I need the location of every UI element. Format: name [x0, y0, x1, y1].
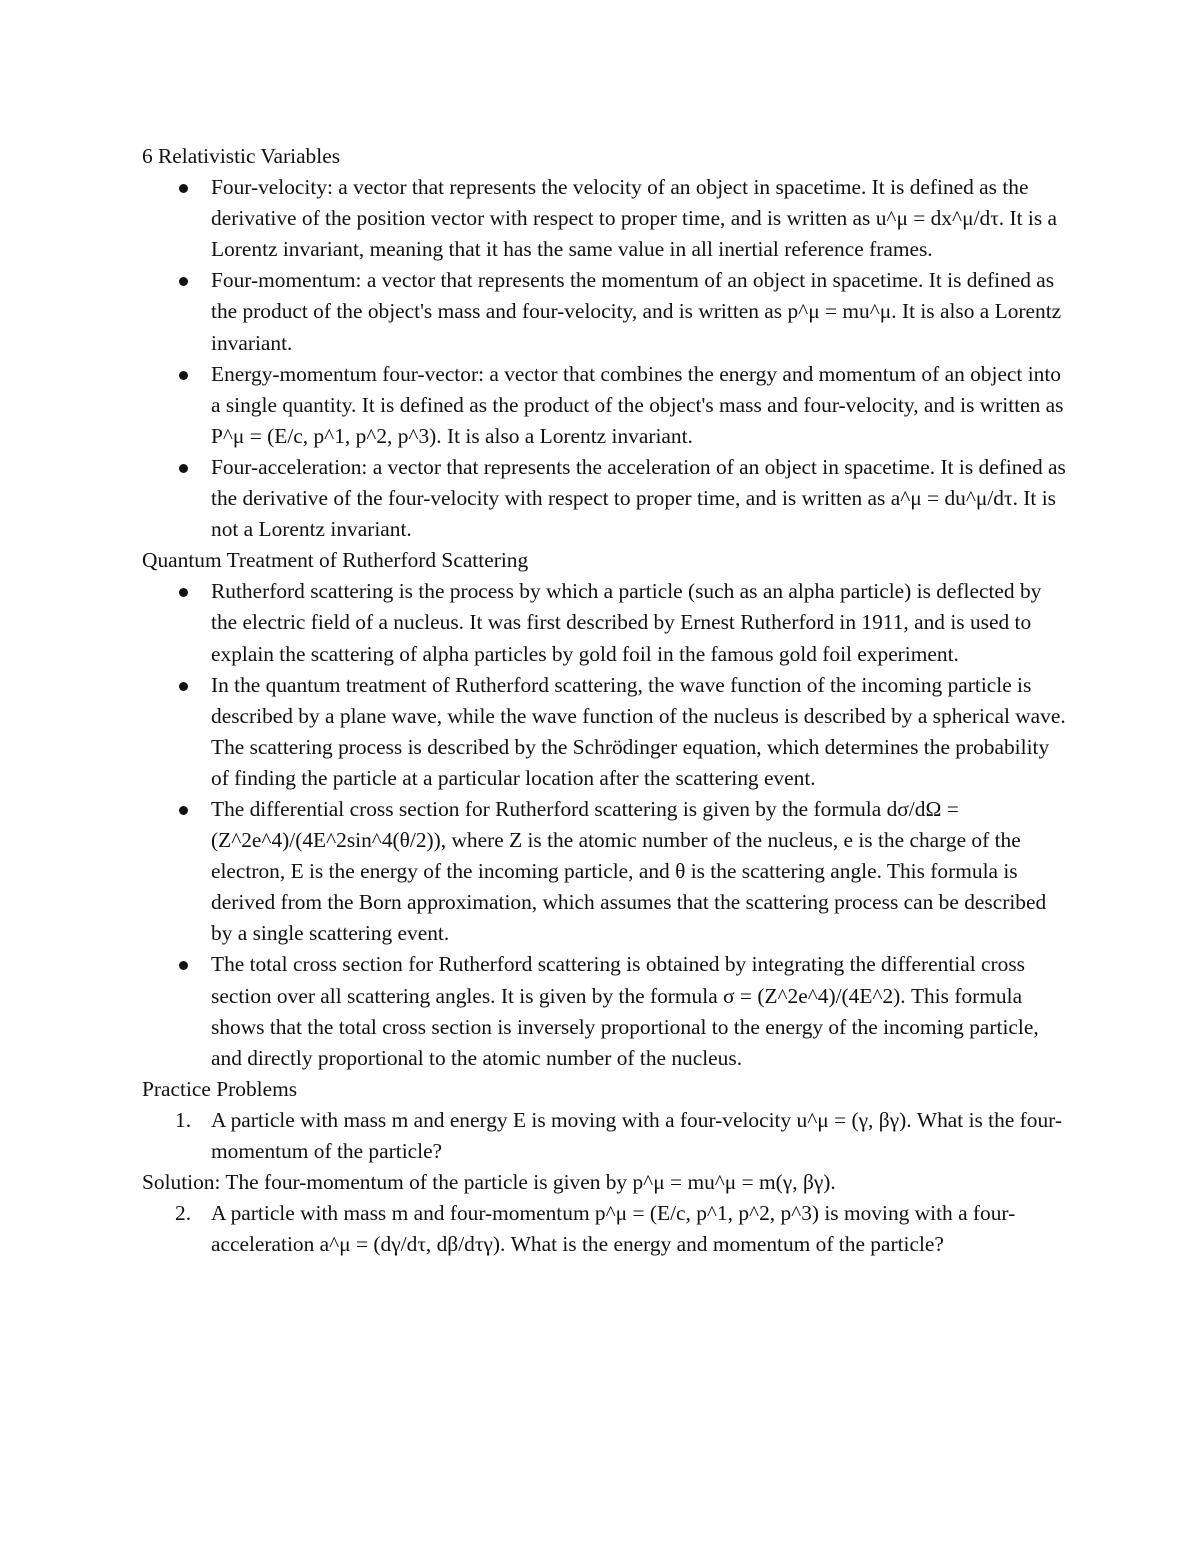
problem-text: A particle with mass m and four-momentum p^μ = (E/c, p^1, p^2, p^3) is moving with a four-acceleration a^μ = (dγ/dτ, dβ/dτγ). What is the energy and momentum of the particle? [211, 1201, 1016, 1257]
list-item [142, 794, 1072, 949]
bullet-icon [179, 588, 188, 597]
list-item [142, 576, 1072, 669]
list-item [142, 172, 1072, 265]
list-item [142, 949, 1072, 1073]
relativistic-variables-list [142, 172, 1072, 545]
list-item [142, 359, 1072, 452]
bullet-icon [179, 184, 188, 193]
list-item-text: The differential cross section for Rutherford scattering is given by the formula dσ/dΩ = (Z^2e^4)/(4E^2sin^4(θ/2)), where Z is the atomic number of the nucleus, e is the charge of the electron, E is the energy of the incoming particle, and θ is the scattering angle. This formula is derived from the Born approximation, which assumes that the scattering process can be described by a single scattering event. [211, 796, 1047, 946]
list-item [142, 265, 1072, 358]
list-item-text: Energy-momentum four-vector: a vector that combines the energy and momentum of an object into a single quantity. It is defined as the product of the object's mass and four-velocity, and is written as P^μ = (E/c, p^1, p^2, p^3). It is also a Lorentz invariant. [211, 361, 1064, 448]
problem-number: 2. [175, 1201, 192, 1226]
bullet-icon [179, 682, 188, 691]
bullet-icon [179, 277, 188, 286]
practice-problems-list [142, 1105, 1072, 1167]
solution-text: Solution: The four-momentum of the particle is given by p^μ = mu^μ = m(γ, βγ). [142, 1170, 836, 1195]
problem-item [142, 1105, 1072, 1167]
section-heading-relativistic-variables: 6 Relativistic Variables [142, 144, 341, 168]
list-item-text: Four-velocity: a vector that represents the velocity of an object in spacetime. It is defined as the derivative of the position vector with respect to proper time, and is written as u^μ = dx^μ/dτ. It is a Lorentz invariant, meaning that it has the same value in all inertial reference frames. [211, 175, 1058, 262]
list-item-text: In the quantum treatment of Rutherford scattering, the wave function of the incoming particle is described by a plane wave, while the wave function of the nucleus is described by a spherical wave. The scattering process is described by the Schrödinger equation, which determines the probability of finding the particle at a particular location after the scattering event. [211, 672, 1066, 790]
rutherford-scattering-list [142, 576, 1072, 1074]
section-heading-rutherford-scattering: Quantum Treatment of Rutherford Scattering [142, 548, 529, 573]
bullet-icon [179, 464, 188, 473]
list-item-text: Four-momentum: a vector that represents the momentum of an object in spacetime. It is defined as the product of the object's mass and four-velocity, and is written as p^μ = mu^μ. It is also a Lorentz invariant. [211, 268, 1062, 355]
bullet-icon [179, 961, 188, 970]
list-item [142, 670, 1072, 794]
problem-number: 1. [175, 1107, 192, 1132]
list-item-text: Rutherford scattering is the process by which a particle (such as an alpha particle) is deflected by the electric field of a nucleus. It was first described by Ernest Rutherford in 1911, and is used to explain the scattering of alpha particles by gold foil in the famous gold foil experiment. [211, 579, 1042, 666]
practice-problems-list-continued [142, 1198, 1072, 1260]
document-page [142, 141, 1072, 1260]
bullet-icon [179, 806, 188, 815]
bullet-icon [179, 371, 188, 380]
section-heading-practice-problems: Practice Problems [142, 1076, 298, 1101]
list-item-text: Four-acceleration: a vector that represents the acceleration of an object in spacetime. It is defined as the derivative of the four-velocity with respect to proper time, and is written as a^μ = du^μ/dτ. It is not a Lorentz invariant. [211, 454, 1066, 542]
problem-item [142, 1198, 1072, 1260]
problem-text: A particle with mass m and energy E is moving with a four-velocity u^μ = (γ, βγ). What is the four-momentum of the particle? [211, 1107, 1062, 1163]
list-item [142, 452, 1072, 545]
list-item-text: The total cross section for Rutherford scattering is obtained by integrating the differential cross section over all scattering angles. It is given by the formula σ = (Z^2e^4)/(4E^2). This formula shows that the total cross section is inversely proportional to the energy of the incoming particle, and directly proportional to the atomic number of the nucleus. [211, 952, 1039, 1070]
